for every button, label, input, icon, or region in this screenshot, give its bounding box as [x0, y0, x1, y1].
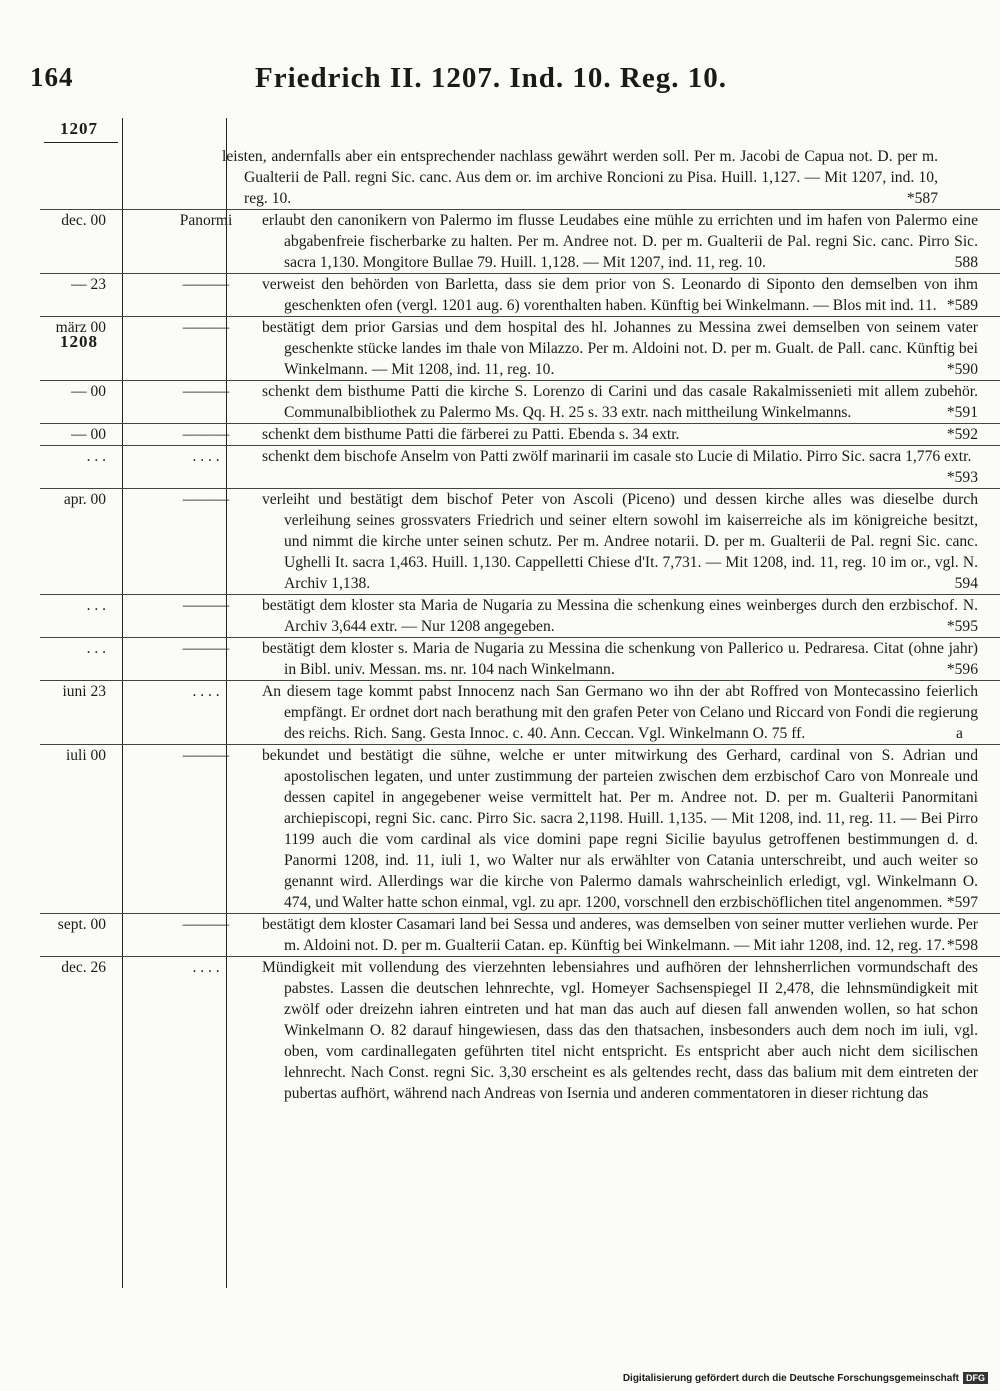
- entry-body: verweist den behörden von Barletta, dass sie dem prior von S. Leonardo di Siponto den demselben von ihm geschenkten ofen (vergl. 1201 aug. 6) vorenthalten haben. Künftig bei Winkelmann. — Blos mit ind. 11.: [262, 276, 978, 314]
- entry-date: . . .: [86, 597, 106, 614]
- entry-row: [40, 594, 1000, 637]
- entry-number: *589: [946, 297, 978, 314]
- entry-body: bestätigt dem prior Garsias und dem hospital des hl. Johannes zu Messina zwei demselben von seinem vater geschenkte stücke landes im thale von Milazzo. Per m. Aldoini not. D. per m. Gualt. de Pall. canc. Künftig bei Winkelmann. — Mit 1208, ind. 11, reg. 10.: [262, 319, 978, 378]
- entry-date: märz 00: [55, 319, 106, 336]
- entry-body: bestätigt dem kloster sta Maria de Nugaria zu Messina die schenkung eines weinberges durch den erzbischof. N. Archiv 3,644 extr. — Nur 1208 angegeben.: [262, 597, 978, 635]
- entry-date: iuli 00: [65, 747, 106, 764]
- entry-date: [0, 146, 114, 209]
- entry-body: bestätigt dem kloster s. Maria de Nugaria zu Messina die schenkung von Pallerico u. Pedraresa. Citat (ohne jahr) in Bibl. univ. Messan. ms. nr. 104 nach Winkelmann.: [262, 640, 978, 678]
- entry-date: iuni 23: [62, 683, 106, 700]
- entry-number: 588: [954, 254, 978, 271]
- regesta-list: [0, 146, 1000, 1104]
- entry-body: leisten, andernfalls aber ein entsprechender nachlass gewährt werden soll. Per m. Jacobi de Capua not. D. per m. Gualterii de Pall. regni Sic. canc. Aus dem or. im archive Roncioni zu Pisa. Huill. 1,127. — Mit 1207, ind. 10, reg. 10.: [222, 148, 938, 207]
- entry-body: bestätigt dem kloster Casamari land bei Sessa und anderes, was demselben von seiner mutter verliehen wurde. Per m. Aldoini not. D. per m. Gualterii Catan. ep. Künftig bei Winkelmann. — Mit iahr 1208, ind. 12, reg. 17.: [262, 916, 978, 954]
- year-marker-underline: [44, 142, 118, 143]
- entry-number: *591: [946, 404, 978, 421]
- entry-place: ———: [182, 597, 230, 614]
- page-number: 164: [30, 62, 74, 92]
- entry-text: [258, 446, 978, 488]
- entry-number: *595: [946, 618, 978, 635]
- entry-number: *597: [946, 894, 978, 911]
- entry-row: [40, 488, 1000, 594]
- entry-date: — 00: [71, 426, 106, 443]
- entry-row: [40, 744, 1000, 913]
- entry-text: [258, 595, 978, 637]
- entry-number: *598: [946, 937, 978, 954]
- entry-row: [40, 445, 1000, 488]
- entry-row: [40, 637, 1000, 680]
- entry-row: [40, 273, 1000, 316]
- entry-date: sept. 00: [57, 916, 106, 933]
- entry-body: schenkt dem bisthume Patti die färberei zu Patti. Ebenda s. 34 extr.: [262, 426, 680, 443]
- entry-text: [258, 381, 978, 423]
- entry-place: [114, 146, 218, 209]
- entry-body: Mündigkeit mit vollendung des vierzehnten lebensiahres und aufhören der lehnsherrlichen vormundschaft des pabstes. Lassen die deutschen lehnrechte, vgl. Homeyer Sachsenspiegel II 2,478, die lehnsmündigkeit mit zwölf oder dreizehn iahren eintreten und hat man das auch auf diesen fall anwenden wollen, so hat schon Winkelmann O. 82 darauf hingewiesen, dass das den thatsachen, insbesonders auch dem noch im iuli, vgl. oben, vom cardinallegaten geführten titel nicht entspricht. Es entspricht aber auch nicht dem sicilischen lehnrecht. Nach Const. regni Sic. 3,30 erscheint es als geltendes recht, dass das balium mit dem eintreten der pubertas aufhört, während nach Andreas von Isernia und anderen commentatoren in dieser richtung das: [262, 959, 978, 1102]
- year-marker-1208: 1208: [60, 332, 98, 351]
- entry-date: dec. 00: [61, 212, 106, 229]
- entry-text: [258, 638, 978, 680]
- entry-date: . . .: [86, 448, 106, 465]
- entry-text: [258, 317, 978, 380]
- entry-number: *587: [906, 190, 938, 207]
- entry-body: verleiht und bestätigt dem bischof Peter von Ascoli (Piceno) und dessen kirche alles was dieselbe durch verleihung seines grossvaters Friedrich und seiner eltern sowohl im kaiserreiche als im königreiche besitzt, und nimmt die kirche unter seinen schutz. Per m. Andree notarii. D. per m. Gualterii de Pal. regni Sic. canc. Ughelli It. sacra 1,463. Huill. 1,130. Cappelletti Chiese d'It. 7,731. — Mit 1208, ind. 11, reg. 10 im or., vgl. N. Archiv 1,138.: [262, 491, 978, 592]
- entry-body: schenkt dem bisthume Patti die kirche S. Lorenzo di Carini und das casale Rakalmissenieti mit allem zubehör. Communalbibliothek zu Palermo Ms. Qq. H. 25 s. 33 extr. nach mittheilung Winkelmanns.: [262, 383, 978, 421]
- entry-place: ———: [182, 491, 230, 508]
- entry-text: [258, 210, 978, 273]
- entry-text: An diesem tage kommt pabst Innocenz nach San Germano wo ihn der abt Roffred von Montecassino feierlich empfängt. Er ordnet dort nach berathung mit den grafen Peter von Celano und Riccard von Fondi die regierung des reichs. Rich. Sang. Gesta Innoc. c. 40. Ann. Ceccan. Vgl. Winkelmann O. 75 ff. a: [262, 683, 978, 742]
- entry-row: [40, 423, 1000, 445]
- entry-text: [218, 146, 938, 209]
- entry-text: [258, 424, 978, 445]
- entry-body: erlaubt den canonikern von Palermo im flusse Leudabes eine mühle zu errichten und im hafen von Palermo eine abgabenfreie fischerbarke zu halten. Per m. Andree not. D. per m. Gualterii de Pal. regni Sic. canc. Pirro Sic. sacra 1,130. Mongitore Bullae 79. Huill. 1,128. — Mit 1207, ind. 11, reg. 10.: [262, 212, 978, 271]
- entry-date: dec. 26: [61, 959, 106, 976]
- entry-place: Panormi: [179, 212, 233, 229]
- entry-row: [40, 209, 1000, 273]
- entry-place: ———: [182, 383, 230, 400]
- entry-text: [258, 957, 978, 1104]
- entry-row: [0, 146, 1000, 209]
- entry-text: [258, 274, 978, 316]
- entry-body: An diesem tage kommt pabst Innocenz nach San Germano wo ihn der abt Roffred von Montecassino feierlich empfängt. Er ordnet dort nach berathung mit den grafen Peter von Celano und Riccard von Fondi die regierung des reichs. Rich. Sang. Gesta Innoc. c. 40. Ann. Ceccan. Vgl. Winkelmann O. 75 ff.: [262, 683, 978, 742]
- entry-date: apr. 00: [63, 491, 106, 508]
- entry-date: . . .: [86, 640, 106, 657]
- entry-date: — 23: [71, 276, 106, 293]
- page-title: Friedrich II. 1207. Ind. 10. Reg. 10.: [255, 62, 727, 94]
- entry-number: 594: [954, 575, 978, 592]
- entry-row: [40, 956, 1000, 1104]
- entry-number: *592: [946, 426, 978, 443]
- entry-place: . . . .: [192, 959, 220, 976]
- year-marker-1207: 1207: [60, 119, 98, 138]
- footer: [623, 1372, 988, 1384]
- entry-number: *596: [946, 661, 978, 678]
- entry-number: *590: [946, 361, 978, 378]
- entry-row: [40, 380, 1000, 423]
- footer-text: Digitalisierung gefördert durch die Deutsche Forschungsgemeinschaft: [622, 1372, 959, 1384]
- entry-place: . . . .: [192, 683, 220, 700]
- entry-row: [40, 316, 1000, 380]
- entry-place: ———: [182, 640, 230, 657]
- entry-place: ———: [182, 916, 230, 933]
- entry-date: — 00: [71, 383, 106, 400]
- entry-body: bekundet und bestätigt die sühne, welche er unter mitwirkung des Gerhard, cardinal von S. Adrian und apostolischen legaten, und unter zustimmung der parteien zwischen dem erzbischof Caro von Monreale und dessen capitel in angegebener weise vermittelt hat. Per m. Andree not. D. per m. Gualterii Panormitani archiepiscopi, regni Sic. canc. Pirro Sic. sacra 2,1198. Huill. 1,135. — Mit 1208, ind. 11, reg. 11. — Bei Pirro 1199 auch die vom cardinal als vice domini pape regni Sicilie bayulus getroffenen bestimmungen d. d. Panormi 1208, ind. 11, iuli 1, wo Walter nur als erwählter von Catania unterschreibt, und auch weiter so genannt wird. Allerdings war die kirche von Palermo damals wahrscheinlich erledigt, vgl. Winkelmann O. 474, und Walter hatte schon einmal, vgl. zu apr. 1200, vorschnell den erzbischöflichen titel angenommen.: [262, 747, 978, 911]
- entry-place: ———: [182, 426, 230, 443]
- entry-body: schenkt dem bischofe Anselm von Patti zwölf marinarii im casale sto Lucie di Milatio. Pirro Sic. sacra 1,776 extr.: [262, 448, 972, 465]
- entry-place: ———: [182, 319, 230, 336]
- entry-place: ———: [182, 276, 230, 293]
- entry-row: [40, 680, 1000, 744]
- entry-text: [258, 914, 978, 956]
- entry-row: [40, 913, 1000, 956]
- entry-text: [258, 489, 978, 594]
- entry-place: . . . .: [192, 448, 220, 465]
- entry-text: [258, 745, 978, 913]
- entry-number: *593: [946, 469, 978, 486]
- dfg-logo: DFG: [963, 1372, 988, 1384]
- entry-place: ———: [182, 747, 230, 764]
